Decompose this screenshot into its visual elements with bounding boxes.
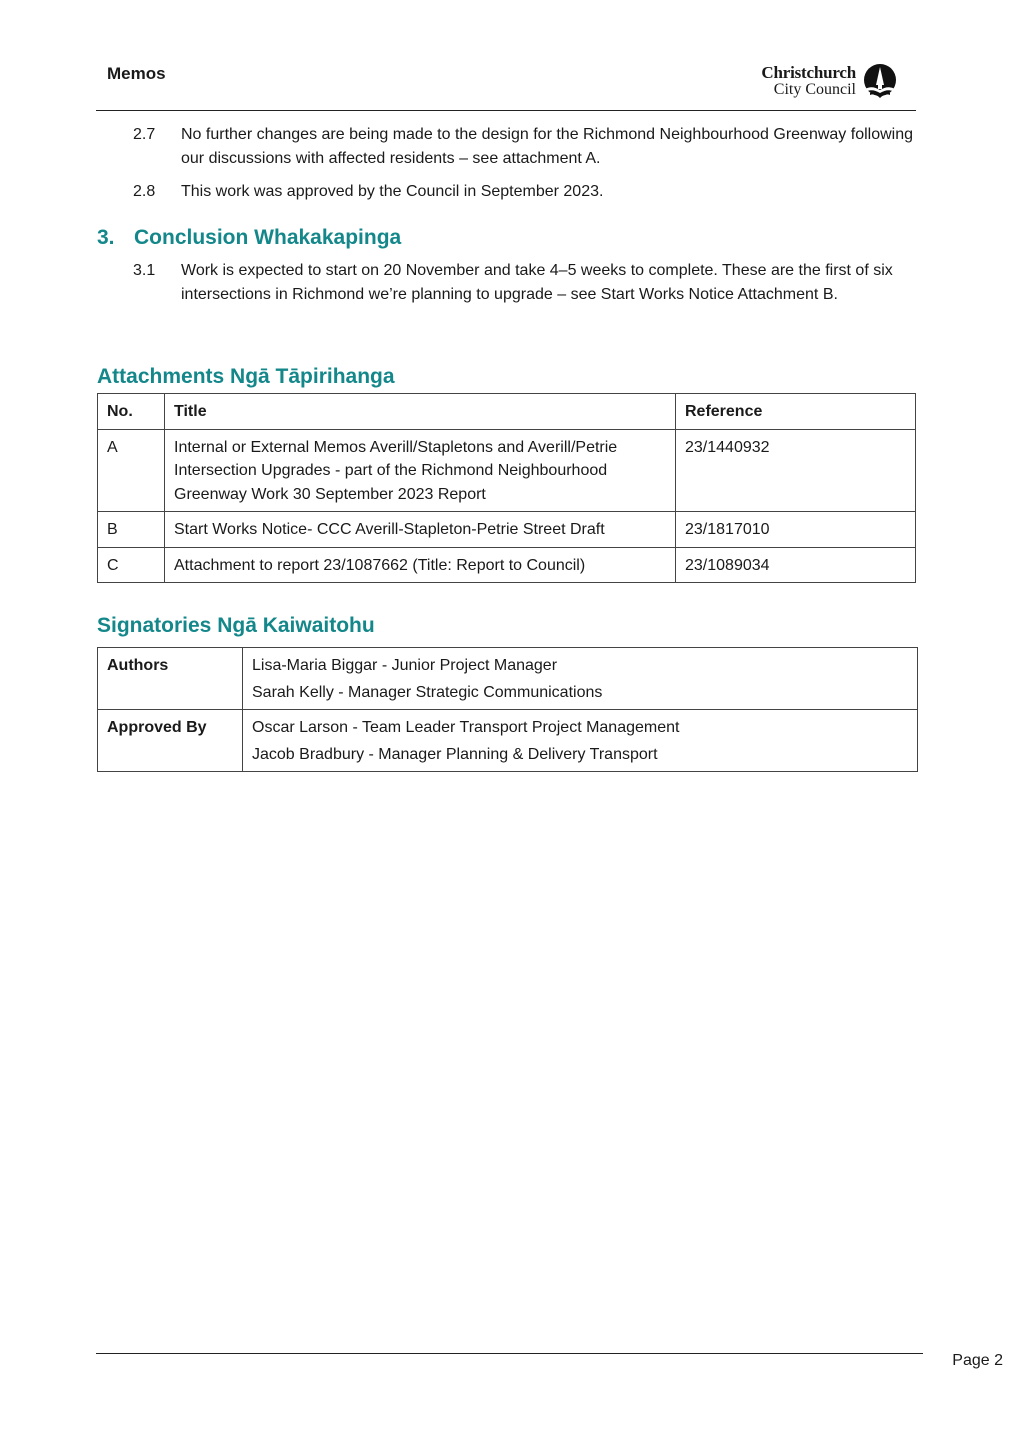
column-header: Title bbox=[165, 394, 676, 430]
signatories-table bbox=[97, 647, 918, 772]
attachments-heading: Attachments Ngā Tāpirihanga bbox=[97, 365, 395, 388]
attachment-no: B bbox=[98, 512, 165, 548]
page-header bbox=[96, 56, 916, 111]
signatory-name: Lisa-Maria Biggar - Junior Project Manager bbox=[252, 657, 558, 674]
paragraph-text: This work was approved by the Council in September 2023. bbox=[181, 183, 604, 200]
page-number: Page 2 bbox=[952, 1352, 1003, 1369]
table-header-row bbox=[98, 394, 916, 430]
attachments-table bbox=[97, 393, 916, 583]
attachment-no: C bbox=[98, 547, 165, 583]
attachment-title: Attachment to report 23/1087662 (Title: Report to Council) bbox=[165, 547, 676, 583]
column-header: Reference bbox=[676, 394, 916, 430]
section-3-heading bbox=[97, 226, 401, 250]
logo-line-2: City Council bbox=[773, 81, 856, 98]
attachment-title: Start Works Notice- CCC Averill-Stapleton-Petrie Street Draft bbox=[165, 512, 676, 548]
paragraph-text: Work is expected to start on 20 November and take 4–5 weeks to complete. These are the first of six intersections in Richmond we’re planning to upgrade – see Start Works Notice Attachment B. bbox=[181, 262, 893, 303]
section-title: Conclusion Whakakapinga bbox=[134, 226, 402, 249]
logo-line-1: Christchurch bbox=[761, 63, 856, 82]
signatory-name: Sarah Kelly - Manager Strategic Communications bbox=[252, 684, 603, 701]
signatory-role: Authors bbox=[98, 648, 243, 710]
signatory-name: Jacob Bradbury - Manager Planning & Delivery Transport bbox=[252, 746, 658, 763]
signatory-role: Approved By bbox=[98, 710, 243, 772]
signatory-names bbox=[243, 648, 918, 710]
footer-rule bbox=[96, 1353, 923, 1354]
column-header: No. bbox=[98, 394, 165, 430]
attachment-reference: 23/1089034 bbox=[676, 547, 916, 583]
cathedral-logo-icon bbox=[862, 63, 898, 99]
council-logo bbox=[761, 62, 898, 100]
table-row bbox=[98, 648, 918, 710]
header-title: Memos bbox=[107, 64, 166, 83]
paragraph-number: 2.8 bbox=[133, 183, 156, 200]
signatory-name: Oscar Larson - Team Leader Transport Project Management bbox=[252, 719, 680, 736]
paragraph-number: 3.1 bbox=[133, 262, 156, 279]
table-row bbox=[98, 429, 916, 512]
attachment-title: Internal or External Memos Averill/Stapletons and Averill/Petrie Intersection Upgrades - part of the Richmond Neighbourhood Greenway Work 30 September 2023 Report bbox=[165, 429, 676, 512]
section-number: 3. bbox=[97, 226, 115, 249]
table-row bbox=[98, 710, 918, 772]
attachment-no: A bbox=[98, 429, 165, 512]
paragraph-number: 2.7 bbox=[133, 126, 156, 143]
paragraph-text: No further changes are being made to the design for the Richmond Neighbourhood Greenway following our discussions with affected residents – see attachment A. bbox=[181, 126, 913, 167]
attachment-reference: 23/1440932 bbox=[676, 429, 916, 512]
attachment-reference: 23/1817010 bbox=[676, 512, 916, 548]
table-row bbox=[98, 512, 916, 548]
table-row bbox=[98, 547, 916, 583]
signatories-heading: Signatories Ngā Kaiwaitohu bbox=[97, 614, 375, 637]
signatory-names bbox=[243, 710, 918, 772]
